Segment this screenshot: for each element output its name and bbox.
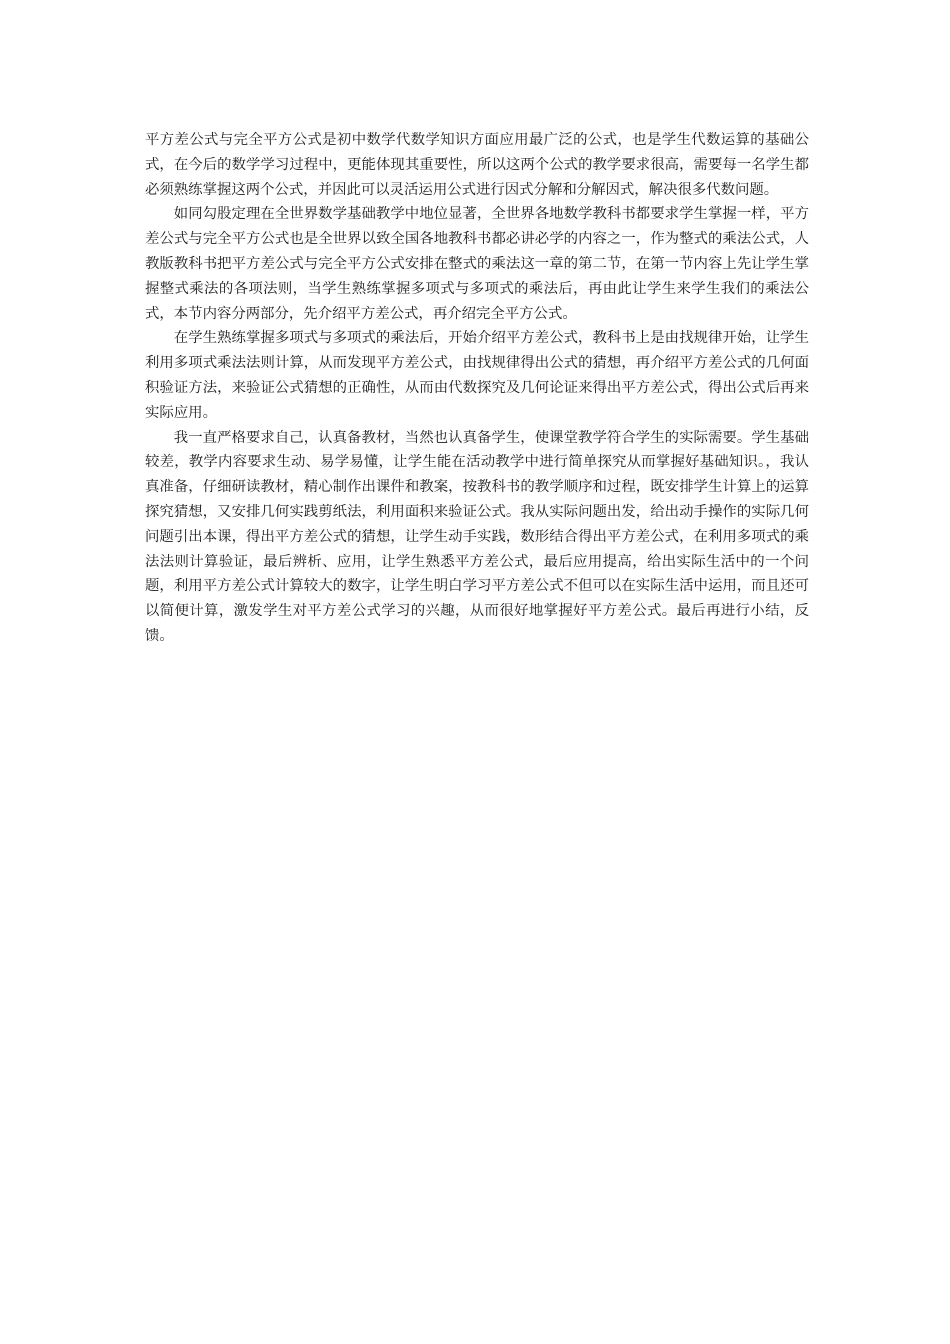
paragraph-3: 在学生熟练掌握多项式与多项式的乘法后，开始介绍平方差公式，教科书上是由找规律开始，让学生利用多项式乘法法则计算，从而发现平方差公式，由找规律得出公式的猜想，再介绍平方差公式的几何面积验证方法，来验证公式猜想的正确性，从而由代数探究及几何论证来得出平方差公式，得出公式后再来实际应用。 [145, 330, 809, 421]
paragraph-4: 我一直严格要求自己，认真备教材，当然也认真备学生，使课堂教学符合学生的实际需要。学生基础较差，教学内容要求生动、易学易懂，让学生能在活动教学中进行简单探究从而掌握好基础知识。，我认真准备，仔细研读教材，精心制作出课件和教案，按教科书的教学顺序和过程，既安排学生计算上的运算探究猜想，又安排几何实践剪纸法，利用面积来验证公式。我从实际问题出发，给出动手操作的实际几何问题引出本课，得出平方差公式的猜想，让学生动手实践，数形结合得出平方差公式，在利用多项式的乘法法则计算验证，最后辨析、应用，让学生熟悉平方差公式，最后应用提高，给出实际生活中的一个问题，利用平方差公式计算较大的数字，让学生明白学习平方差公式不但可以在实际生活中运用，而且还可以简便计算，激发学生对平方差公式学习的兴趣，从而很好地掌握好平方差公式。最后再进行小结，反馈。 [145, 429, 809, 644]
paragraph-2: 如同勾股定理在全世界数学基础教学中地位显著，全世界各地数学教科书都要求学生掌握一样，平方差公式与完全平方公式也是全世界以致全国各地教科书都必讲必学的内容之一，作为整式的乘法公式，人教版教科书把平方差公式与完全平方公式安排在整式的乘法这一章的第二节，在第一节内容上先让学生掌握整式乘法的各项法则，当学生熟练掌握多项式与多项式的乘法后，再由此让学生来学生我们的乘法公式，本节内容分两部分，先介绍平方差公式，再介绍完全平方公式。 [145, 206, 809, 322]
paragraph-1: 平方差公式与完全平方公式是初中数学代数学知识方面应用最广泛的公式，也是学生代数运算的基础公式，在今后的数学学习过程中，更能体现其重要性，所以这两个公式的教学要求很高，需要每一名学生都必须熟练掌握这两个公式，并因此可以灵活运用公式进行因式分解和分解因式，解决很多代数问题。 [145, 132, 809, 198]
document-body [145, 128, 809, 649]
